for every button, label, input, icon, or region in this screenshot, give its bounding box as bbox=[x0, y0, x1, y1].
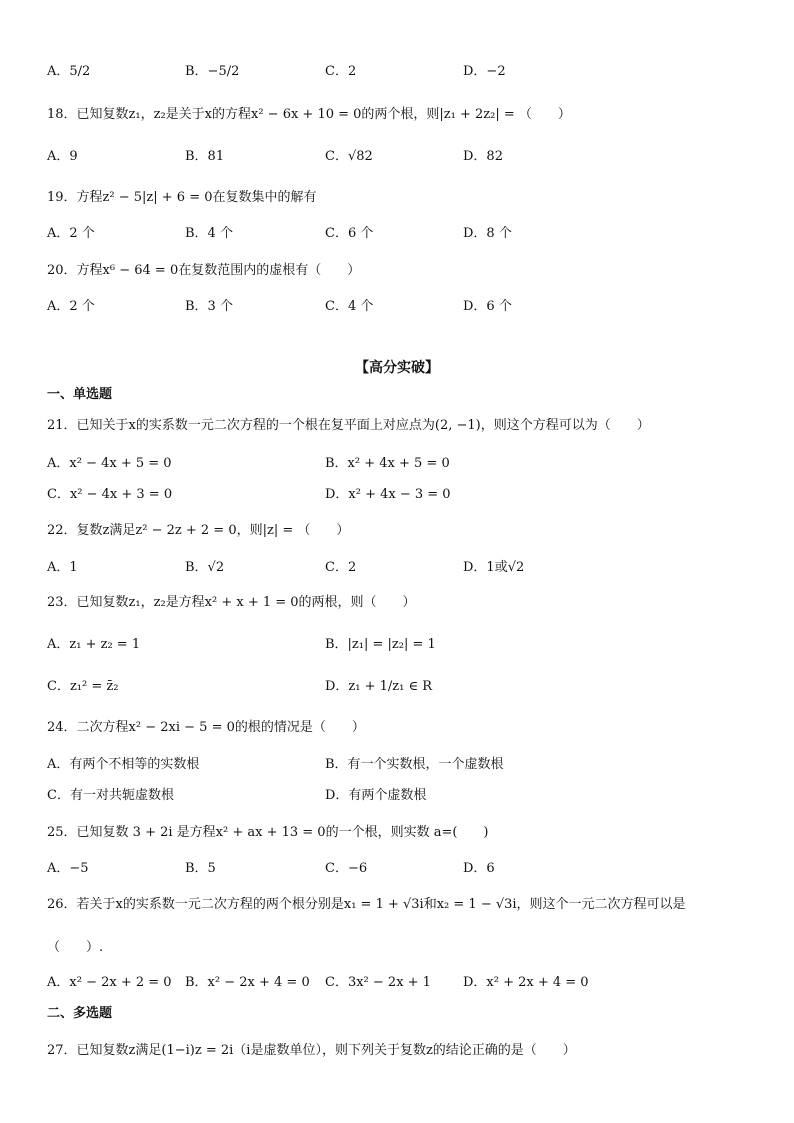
q21-option-a: A．x² − 4x + 5 = 0 bbox=[47, 456, 172, 471]
q21-option-b: B．x² + 4x + 5 = 0 bbox=[325, 456, 450, 471]
q23-option-c: C．z₁² = z̄₂ bbox=[47, 679, 119, 694]
q23-option-d: D．z₁ + 1/z₁ ∈ R bbox=[325, 679, 433, 694]
q20-option-b: B．3 个 bbox=[185, 299, 233, 314]
q17-option-b: B．−5/2 bbox=[185, 64, 240, 79]
q18-option-b: B．81 bbox=[185, 149, 225, 164]
q22-stem: 22．复数z满足z² − 2z + 2 = 0，则|z| = （ ） bbox=[47, 523, 350, 538]
part-heading-single-choice: 一、单选题 bbox=[47, 387, 113, 402]
q17-option-d: D．−2 bbox=[463, 64, 506, 79]
q26-option-d: D．x² + 2x + 4 = 0 bbox=[463, 975, 589, 990]
q24-stem: 24．二次方程x² − 2xi − 5 = 0的根的情况是（ ） bbox=[47, 720, 365, 735]
q25-option-a: A．−5 bbox=[47, 861, 89, 876]
q19-option-b: B．4 个 bbox=[185, 226, 233, 241]
q19-option-a: A．2 个 bbox=[47, 226, 95, 241]
q24-option-c: C．有一对共轭虚数根 bbox=[47, 788, 174, 803]
q22-option-b: B．√2 bbox=[185, 560, 225, 575]
q21-stem: 21．已知关于x的实系数一元二次方程的一个根在复平面上对应点为(2, −1)，则这个方程可以为（ ） bbox=[47, 418, 650, 433]
q26-option-a: A．x² − 2x + 2 = 0 bbox=[47, 975, 172, 990]
q18-option-c: C．√82 bbox=[325, 149, 373, 164]
q26-stem: 26．若关于x的实系数一元二次方程的两个根分别是x₁ = 1 + √3i和x₂ = 1 − √3i，则这个一元二次方程可以是 bbox=[47, 897, 686, 912]
q20-option-a: A．2 个 bbox=[47, 299, 95, 314]
q20-option-c: C．4 个 bbox=[325, 299, 374, 314]
part-heading-multiple-choice: 二、多选题 bbox=[47, 1006, 113, 1021]
q23-option-b: B．|z₁| = |z₂| = 1 bbox=[325, 637, 436, 652]
q26-stem-continuation: （ ）. bbox=[47, 940, 104, 955]
q19-option-d: D．8 个 bbox=[463, 226, 512, 241]
q22-option-a: A．1 bbox=[47, 560, 78, 575]
q18-option-d: D．82 bbox=[463, 149, 503, 164]
q24-option-b: B．有一个实数根，一个虚数根 bbox=[325, 757, 504, 772]
q25-option-c: C．−6 bbox=[325, 861, 368, 876]
q24-option-a: A．有两个不相等的实数根 bbox=[47, 757, 200, 772]
q19-option-c: C．6 个 bbox=[325, 226, 374, 241]
q18-option-a: A．9 bbox=[47, 149, 78, 164]
q23-stem: 23．已知复数z₁，z₂是方程x² + x + 1 = 0的两根，则（ ） bbox=[47, 595, 416, 610]
q26-option-b: B．x² − 2x + 4 = 0 bbox=[185, 975, 310, 990]
q20-option-d: D．6 个 bbox=[463, 299, 512, 314]
q19-stem: 19．方程z² − 5|z| + 6 = 0在复数集中的解有 bbox=[47, 190, 317, 205]
q21-option-d: D．x² + 4x − 3 = 0 bbox=[325, 487, 451, 502]
q17-option-c: C．2 bbox=[325, 64, 357, 79]
q24-option-d: D．有两个虚数根 bbox=[325, 788, 427, 803]
q25-option-b: B．5 bbox=[185, 861, 216, 876]
section-title: 【高分实破】 bbox=[355, 360, 439, 376]
q27-stem: 27．已知复数z满足(1−i)z = 2i（i是虚数单位），则下列关于复数z的结论正确的是（ ） bbox=[47, 1043, 576, 1058]
q20-stem: 20．方程x⁶ − 64 = 0在复数范围内的虚根有（ ） bbox=[47, 263, 361, 278]
q17-option-a: A．5/2 bbox=[47, 64, 91, 79]
q26-option-c: C．3x² − 2x + 1 bbox=[325, 975, 431, 990]
q22-option-c: C．2 bbox=[325, 560, 357, 575]
q21-option-c: C．x² − 4x + 3 = 0 bbox=[47, 487, 173, 502]
q22-option-d: D．1或√2 bbox=[463, 560, 525, 575]
q23-option-a: A．z₁ + z₂ = 1 bbox=[47, 637, 141, 652]
q25-stem: 25．已知复数 3 + 2i 是方程x² + ax + 13 = 0的一个根，则实数 a=( ) bbox=[47, 825, 489, 840]
q25-option-d: D．6 bbox=[463, 861, 495, 876]
q18-stem: 18．已知复数z₁，z₂是关于x的方程x² − 6x + 10 = 0的两个根，则|z₁ + 2z₂| = （ ） bbox=[47, 107, 571, 122]
